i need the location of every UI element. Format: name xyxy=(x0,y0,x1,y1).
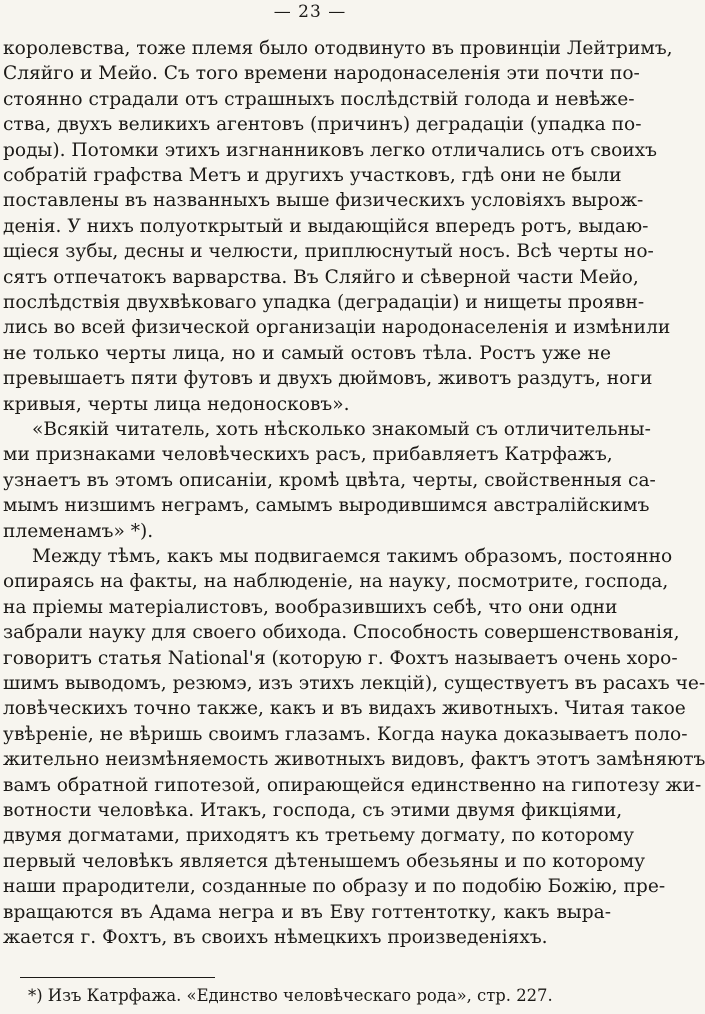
text-line: узнаетъ въ этомъ описаніи, кромѣ цвѣта, черты, свойственныя са- xyxy=(3,469,656,491)
footnote: *) Изъ Катрфажа. «Единство человѣческаго рода», стр. 227. xyxy=(28,986,553,1005)
text-line: опираясь на факты, на наблюденіе, на науку, посмотрите, господа, xyxy=(3,571,669,593)
text-line: стоянно страдали отъ страшныхъ послѣдствій голода и невѣже- xyxy=(3,88,635,110)
footnote-rule xyxy=(20,977,215,978)
text-line: вамъ обратной гипотезой, опирающейся единственно на гипотезу жи- xyxy=(3,774,702,796)
text-line: кривыя, черты лица недоносковъ». xyxy=(3,393,350,415)
text-line: на пріемы матеріалистовъ, вообразившихъ себѣ, что они одни xyxy=(3,596,618,618)
text-line: вотности человѣка. Итакъ, господа, съ этими двумя фикціями, xyxy=(3,800,623,821)
text-line: щіеся зубы, десны и челюсти, приплюснутый носъ. Всѣ черты но- xyxy=(3,241,654,263)
text-line: ми признаками человѣческихъ расъ, прибавляетъ Катрфажъ, xyxy=(3,444,613,466)
text-line: говоритъ статья National'я (которую г. Фохтъ называетъ очень хоро- xyxy=(3,647,678,669)
text-line: двумя догматами, приходятъ къ третьему догмату, по которому xyxy=(3,825,635,847)
text-line: шимъ выводомъ, резюмэ, изъ этихъ лекцій), существуетъ въ расахъ че- xyxy=(3,673,705,694)
text-line: первый человѣкъ является дѣтенышемъ обезьяны и по которому xyxy=(3,850,646,872)
text-line: наши прародители, созданные по образу и по подобію Божію, пре- xyxy=(3,876,666,898)
text-line: ства, двухъ великихъ агентовъ (причинъ) деградаціи (упадка по- xyxy=(3,114,642,136)
text-line: лись во всей физической организаціи народонаселенія и измѣнили xyxy=(3,317,671,339)
text-line: послѣдствія двухвѣковаго упадка (деградаціи) и нищеты проявн- xyxy=(3,292,645,313)
text-line: сятъ отпечатокъ варварства. Въ Сляйго и сѣверной части Мейо, xyxy=(3,266,639,288)
text-line: вращаются въ Адама негра и въ Еву готтентотку, какъ выра- xyxy=(3,901,611,923)
text-line: не только черты лица, но и самый остовъ тѣла. Ростъ уже не xyxy=(3,342,611,364)
text-line: мымъ низшимъ неграмъ, самымъ выродившимся австралійскимъ xyxy=(3,495,650,517)
text-line: ловѣческихъ точно также, какъ и въ видахъ животныхъ. Читая такое xyxy=(3,698,686,720)
text-line: племенамъ» *). xyxy=(3,520,154,542)
text-line: Между тѣмъ, какъ мы подвигаемся такимъ образомъ, постоянно xyxy=(32,546,673,567)
text-line: королевства, тоже племя было отодвинуто въ провинціи Лейтримъ, xyxy=(3,38,673,59)
text-line: собратій графства Метъ и другихъ участковъ, гдѣ они не были xyxy=(3,165,622,186)
text-line: превышаетъ пяти футовъ и двухъ дюймовъ, животъ раздутъ, ноги xyxy=(3,368,653,390)
text-line: жительно неизмѣняемость животныхъ видовъ, фактъ этотъ замѣняютъ xyxy=(3,749,705,771)
text-line: роды). Потомки этихъ изгнанниковъ легко отличались отъ своихъ xyxy=(3,139,657,161)
page-number: — 23 — xyxy=(273,2,347,22)
text-line: денія. У нихъ полуоткрытый и выдающійся впередъ ротъ, выдаю- xyxy=(3,215,649,237)
text-line: забрали науку для своего обихода. Способность совершенствованія, xyxy=(3,622,680,644)
text-line: «Всякій читатель, хоть нѣсколько знакомый съ отличительны- xyxy=(32,419,651,440)
text-line: поставлены въ названныхъ выше физическихъ условіяхъ вырож- xyxy=(3,190,644,212)
text-line: Сляйго и Мейо. Съ того времени народонаселенія эти почти по- xyxy=(3,63,640,85)
text-line: жается г. Фохтъ, въ своихъ нѣмецкихъ произведеніяхъ. xyxy=(3,927,548,948)
text-line: увѣреніе, не вѣришь своимъ глазамъ. Когда наука доказываетъ поло- xyxy=(3,723,688,745)
